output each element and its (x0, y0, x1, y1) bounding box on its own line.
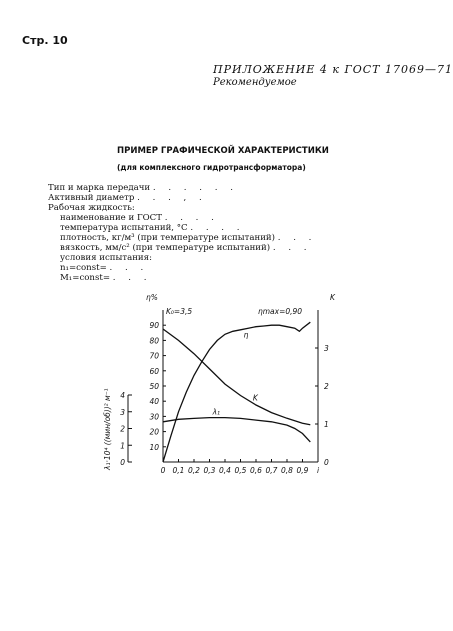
axis-ticks (120, 321, 329, 475)
lambda-tick-label: 2 (120, 424, 125, 434)
spec-line: M₁=const= . . . (60, 273, 152, 283)
curve-k (163, 329, 310, 425)
figure-subtitle: (для комплексного гидротрансформатора) (117, 163, 306, 172)
page-label: Стр. 10 (22, 34, 68, 47)
curve-label-k: K (252, 393, 258, 403)
x-tick-label: 0,4 (219, 466, 231, 475)
x-tick-label: 0 (160, 466, 166, 475)
lambda-axis-label: λ₁·10⁴ ((мин/об))² м⁻¹ (103, 388, 112, 470)
eta-tick-label: 90 (149, 321, 159, 331)
spec-line: Активный диаметр . . . , . (48, 193, 207, 203)
curve-lambda (163, 418, 310, 442)
recommended-note: Рекомендуемое (213, 77, 297, 88)
x-tick-label: 0,6 (250, 466, 262, 475)
x-tick-label: 0,2 (188, 466, 200, 475)
eta-tick-label: 50 (149, 382, 159, 391)
eta-unit-label: η% (146, 293, 158, 302)
spec-line: n₁=const= . . . (60, 263, 149, 273)
x-tick-label: i (316, 466, 320, 475)
spec-line: Тип и марка передачи . . . . . . (48, 183, 238, 193)
k-unit-label: K (330, 293, 335, 302)
x-tick-label: 0,8 (281, 466, 293, 475)
x-tick-label: 0,7 (265, 466, 278, 475)
spec-line: температура испытаний, °С . . . . (60, 223, 245, 233)
k-tick-label: 2 (324, 382, 329, 391)
curve-label-eta: η (243, 330, 249, 340)
lambda-tick-label: 3 (120, 407, 125, 417)
appendix-heading: ПРИЛОЖЕНИЕ 4 к ГОСТ 17069—71 (213, 63, 453, 76)
figure-title: ПРИМЕР ГРАФИЧЕСКОЙ ХАРАКТЕРИСТИКИ (117, 146, 329, 156)
eta-tick-label: 60 (149, 366, 159, 376)
eta-tick-label: 40 (149, 397, 159, 407)
eta-tick-label: 70 (149, 351, 159, 361)
x-tick-label: 0,9 (296, 466, 309, 475)
eta-tick-label: 10 (149, 442, 159, 452)
x-tick-label: 0,1 (172, 466, 185, 475)
x-tick-label: 0,5 (234, 466, 247, 475)
k-tick-label: 1 (324, 420, 329, 429)
curves (163, 322, 310, 462)
x-tick-label: 0,3 (203, 466, 216, 475)
lambda-tick-label: 0 (120, 458, 125, 467)
k-tick-label: 0 (324, 458, 329, 467)
eta-max-annotation: ηmax=0,90 (258, 307, 303, 316)
curve-label-lambda: λ₁ (212, 407, 221, 417)
spec-line: плотность, кг/м³ (при температуре испытаний) . . . (60, 233, 317, 243)
k-tick-label: 3 (324, 344, 329, 353)
k0-annotation: K₀=3,5 (166, 307, 193, 316)
spec-line: Рабочая жидкость: (48, 203, 135, 213)
spec-line: условия испытания: (60, 253, 152, 263)
spec-line: вязкость, мм/с² (при температуре испытаний) . . . (60, 243, 312, 253)
eta-tick-label: 30 (149, 412, 159, 422)
eta-tick-label: 20 (149, 427, 159, 437)
lambda-tick-label: 1 (120, 441, 125, 451)
lambda-tick-label: 4 (120, 391, 125, 400)
spec-line: наименование и ГОСТ . . . . (60, 213, 219, 223)
eta-tick-label: 80 (149, 336, 159, 346)
